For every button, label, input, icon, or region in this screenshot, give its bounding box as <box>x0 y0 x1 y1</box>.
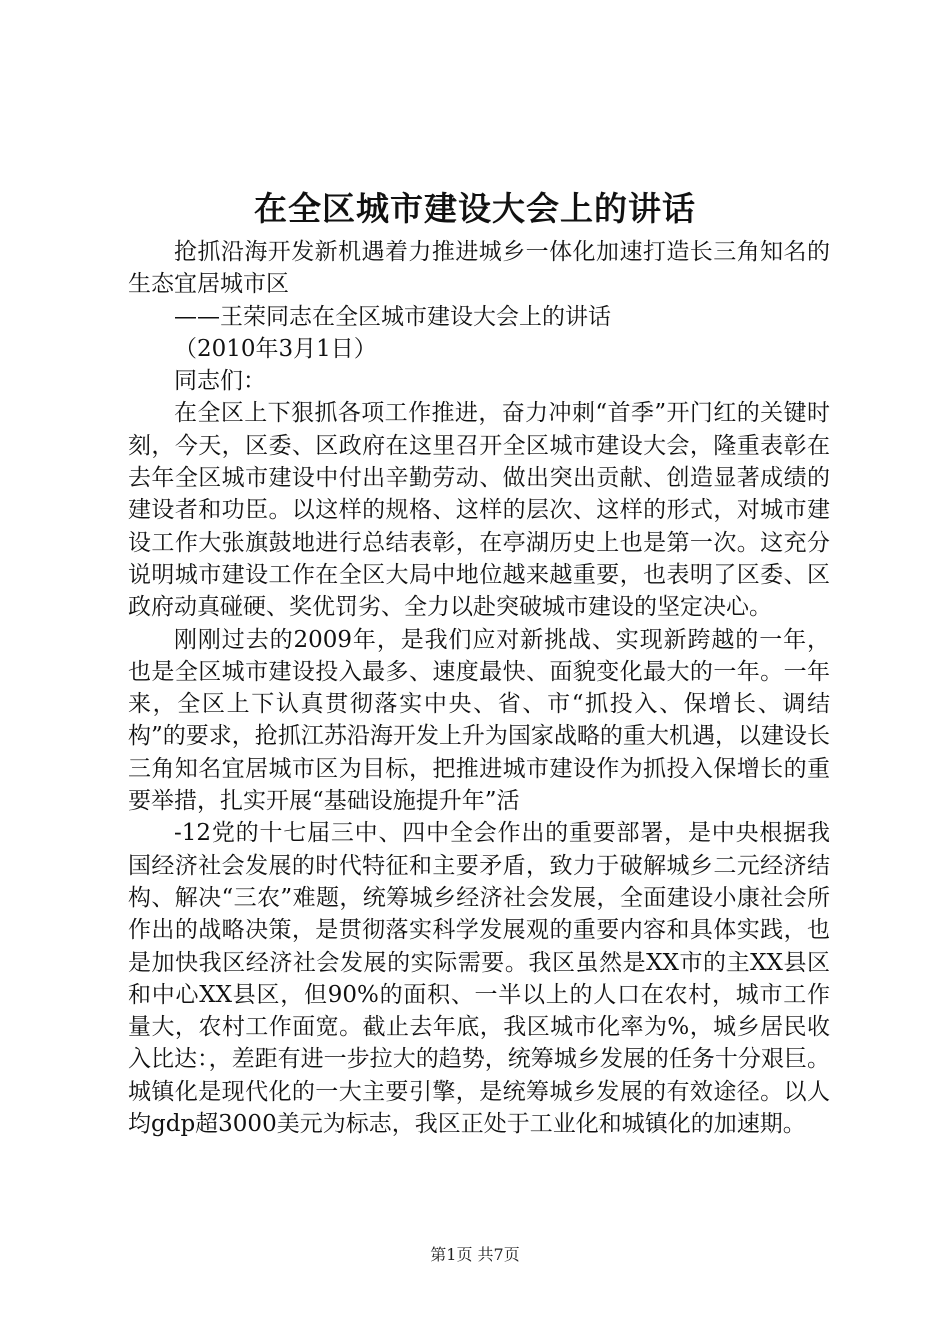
salutation: 同志们： <box>174 368 266 395</box>
document-body <box>128 236 830 1140</box>
page-number-footer: 第1页 共7页 <box>430 1245 520 1264</box>
document-title: 在全区城市建设大会上的讲话 <box>254 189 696 228</box>
body-paragraph: 刚刚过去的2009年，是我们应对新挑战、实现新跨越的一年，也是全区城市建设投入最多、速度最快、面貌变化最大的一年。一年来，全区上下认真贯彻落实中央、省、市“抓投入、保增长、调结构”的要求，抢抓江苏沿海开发上升为国家战略的重大机遇，以建设长三角知名宜居城市区为目标，把推进城市建设作为抓投入保增长的重要举措，扎实开展“基础设施提升年”活 <box>128 626 830 815</box>
subtitle-paragraph: 抢抓沿海开发新机遇着力推进城乡一体化加速打造长三角知名的生态宜居城市区 <box>128 239 830 298</box>
body-paragraph: -12党的十七届三中、四中全会作出的重要部署，是中央根据我国经济社会发展的时代特征和主要矛盾，致力于破解城乡二元经济结构、解决“三农”难题，统筹城乡经济社会发展，全面建设小康社会所作出的战略决策，是贯彻落实科学发展观的重要内容和具体实践，也是加快我区经济社会发展的实际需要。我区虽然是XX市的主XX县区和中心XX县区，但90%的面积、一半以上的人口在农村，城市工作量大，农村工作面宽。截止去年底，我区城市化率为%，城乡居民收入比达：，差距有进一步拉大的趋势，统筹城乡发展的任务十分艰巨。城镇化是现代化的一大主要引擎，是统筹城乡发展的有效途径。以人均gdp超3000美元为标志，我区正处于工业化和城镇化的加速期。 <box>128 820 830 1138</box>
speaker-line: ——王荣同志在全区城市建设大会上的讲话 <box>174 303 611 330</box>
body-paragraph: 在全区上下狠抓各项工作推进，奋力冲刺“首季”开门红的关键时刻，今天，区委、区政府在这里召开全区城市建设大会，隆重表彰在去年全区城市建设中付出辛勤劳动、做出突出贡献、创造显著成绩的建设者和功臣。以这样的规格、这样的层次、这样的形式，对城市建设工作大张旗鼓地进行总结表彰，在亭湖历史上也是第一次。这充分说明城市建设工作在全区大局中地位越来越重要，也表明了区委、区政府动真碰硬、奖优罚劣、全力以赴突破城市建设的坚定决心。 <box>128 400 830 621</box>
date-line: （2010年3月1日） <box>174 335 377 362</box>
